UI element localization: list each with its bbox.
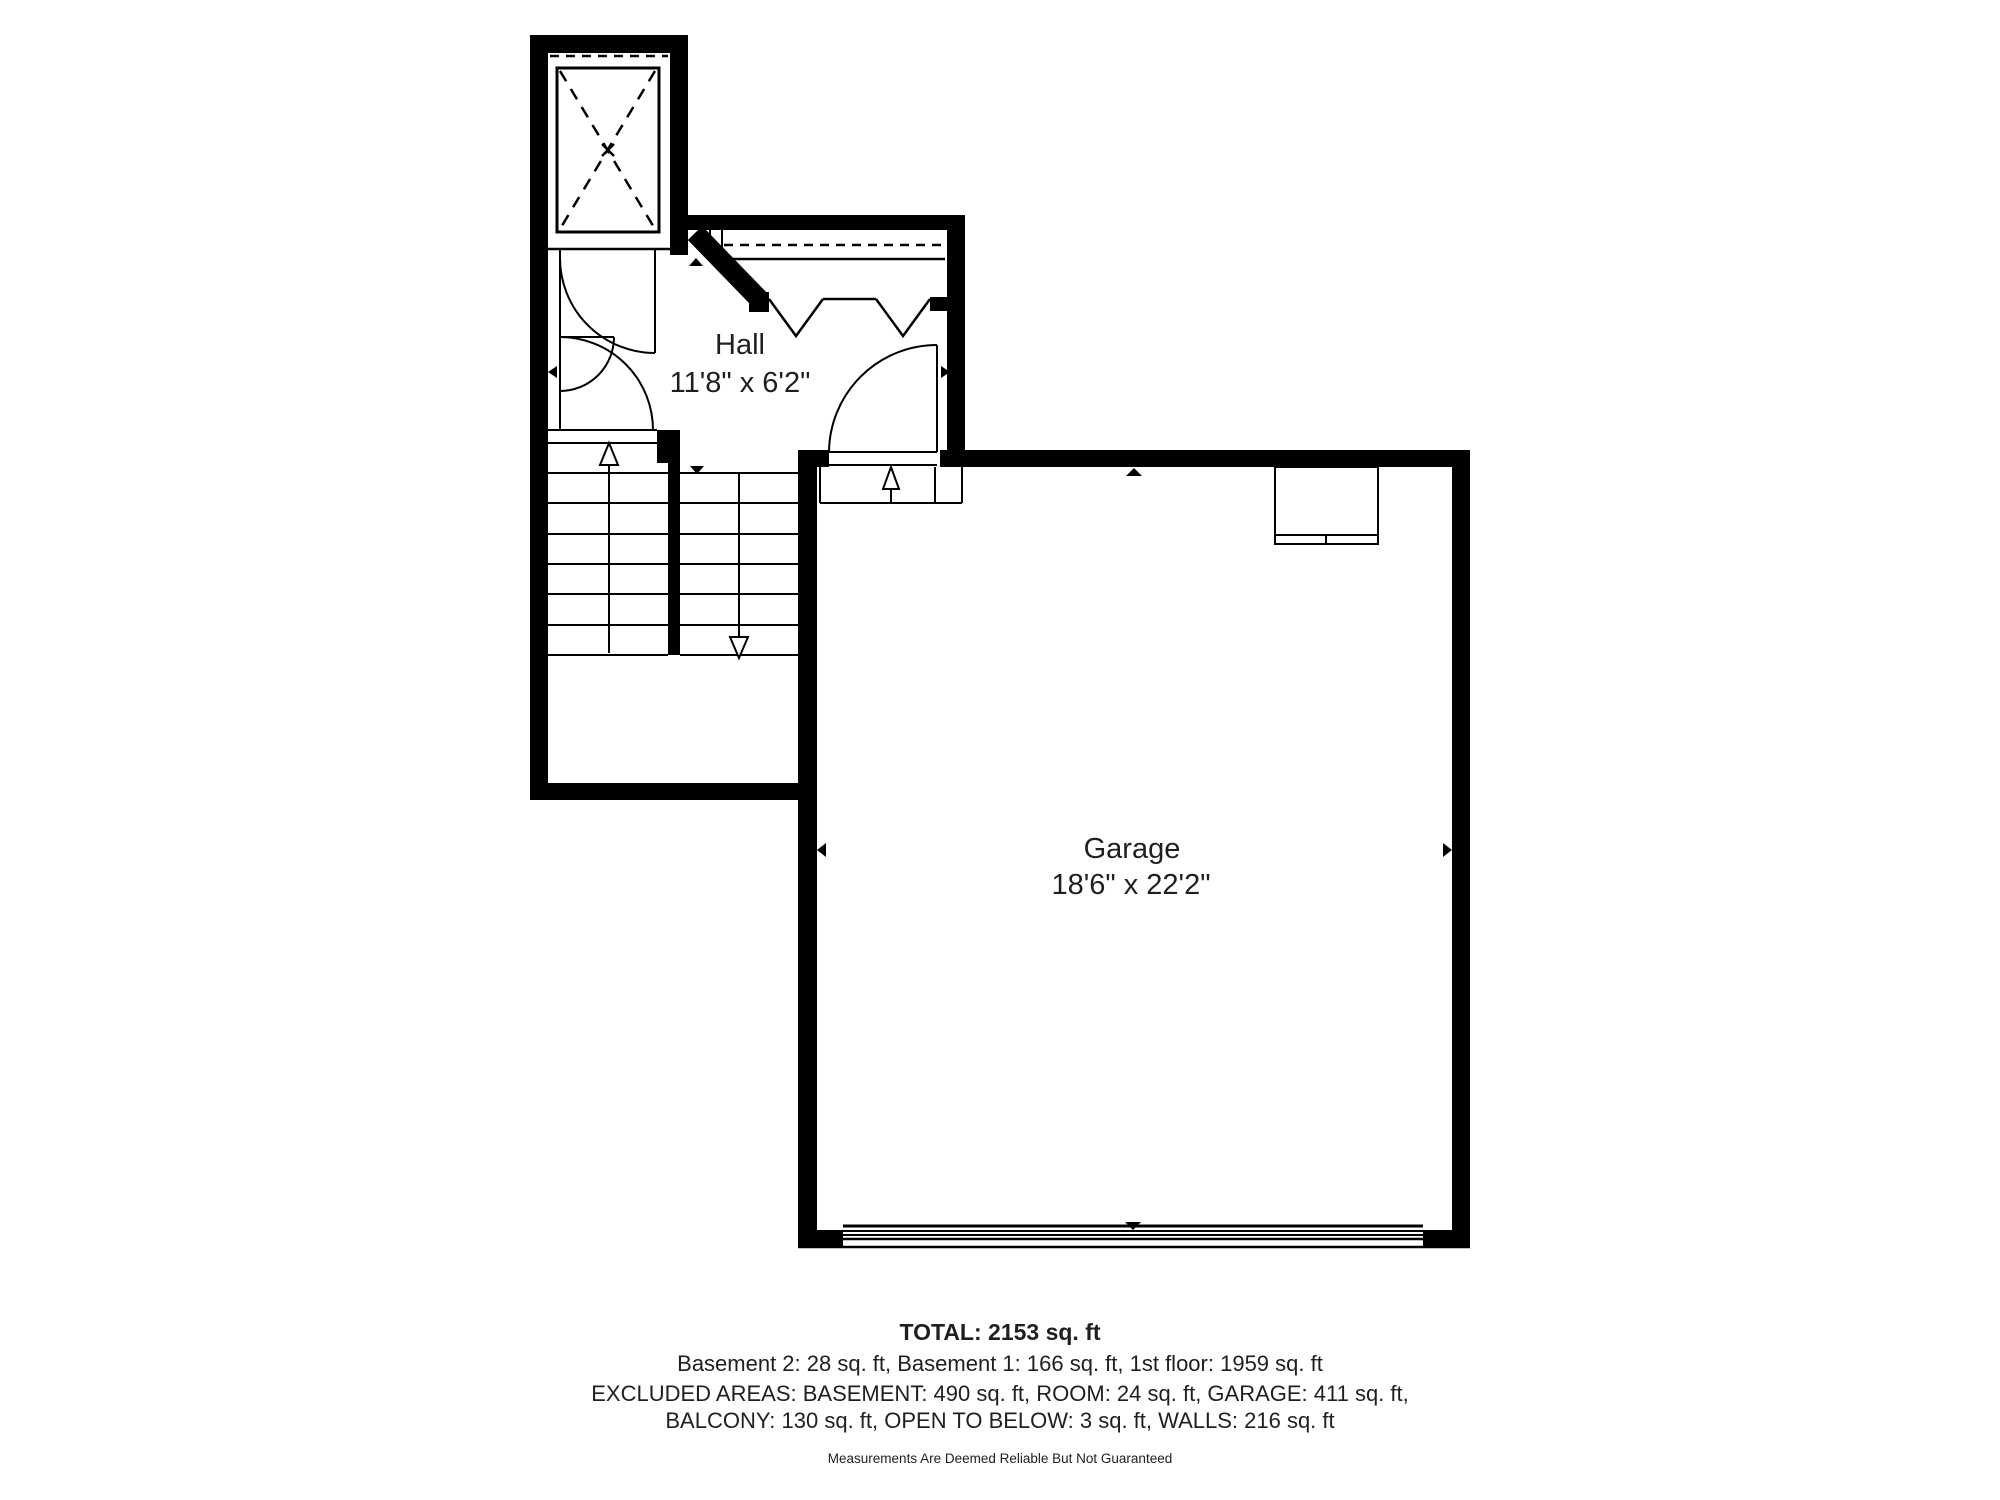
utility-box bbox=[1275, 467, 1378, 544]
garage-overhead-door bbox=[798, 1226, 1470, 1247]
garage-room-dimensions: 18'6" x 22'2" bbox=[1051, 869, 1211, 901]
hall-diagonal-wall bbox=[695, 233, 760, 300]
disclaimer-text: Measurements Are Deemed Reliable But Not Guaranteed bbox=[827, 1451, 1173, 1466]
garage-left-marker-icon bbox=[817, 843, 826, 857]
hall-top-marker-icon bbox=[689, 258, 703, 266]
garage-entry bbox=[820, 345, 962, 503]
garage-top-marker-icon bbox=[1126, 468, 1142, 476]
hall-left-marker-icon bbox=[548, 366, 557, 378]
elevator-top-wall bbox=[530, 35, 688, 53]
stairs-up-flight bbox=[548, 443, 668, 655]
total-area-text: TOTAL: 2153 sq. ft bbox=[899, 1319, 1101, 1345]
garage-room-label: Garage bbox=[1083, 833, 1181, 865]
hall-doors bbox=[548, 249, 657, 443]
closet-bifold-doors bbox=[769, 299, 930, 336]
floor-breakdown-text: Basement 2: 28 sq. ft, Basement 1: 166 sq. ft, 1st floor: 1959 sq. ft bbox=[677, 1351, 1323, 1376]
garage-door-left-block bbox=[798, 1230, 843, 1248]
left-outer-wall bbox=[530, 35, 548, 800]
side-door bbox=[560, 337, 614, 391]
elevator-door bbox=[560, 249, 655, 430]
elevator-cab bbox=[557, 68, 659, 232]
walls bbox=[530, 35, 1470, 1248]
hall-room-label: Hall bbox=[715, 329, 765, 361]
closet-right-jamb bbox=[930, 297, 947, 311]
excluded-areas-text-1: EXCLUDED AREAS: BASEMENT: 490 sq. ft, ROOM: 24 sq. ft, GARAGE: 411 sq. ft, bbox=[591, 1381, 1409, 1406]
garage-top-wall-stub bbox=[798, 450, 829, 467]
hall-right-wall bbox=[947, 215, 965, 467]
stairs-up-arrow-icon bbox=[600, 443, 618, 465]
excluded-areas-text-2: BALCONY: 130 sq. ft, OPEN TO BELOW: 3 sq. ft, WALLS: 216 sq. ft bbox=[665, 1408, 1335, 1433]
garage-top-wall bbox=[940, 450, 1470, 467]
stairs-down-flight bbox=[680, 473, 798, 658]
elevator-shaft bbox=[548, 56, 670, 249]
garage-entry-door bbox=[829, 345, 937, 452]
garage-left-wall bbox=[798, 450, 817, 1248]
hall-room-dimensions: 11'8" x 6'2" bbox=[669, 367, 811, 399]
garage-entry-steps bbox=[820, 467, 962, 503]
stair-middle-wall bbox=[668, 443, 680, 655]
closet-left-jamb bbox=[749, 292, 769, 312]
lower-section-bottom-wall bbox=[530, 783, 798, 800]
area-summary bbox=[591, 1319, 1409, 1466]
garage-right-wall bbox=[1452, 450, 1470, 1248]
hall-top-wall bbox=[670, 215, 965, 230]
dimension-markers bbox=[548, 258, 1452, 1230]
garage-door-right-block bbox=[1423, 1230, 1468, 1248]
steps-up-arrow-icon bbox=[883, 467, 899, 489]
garage-right-marker-icon bbox=[1443, 843, 1452, 857]
